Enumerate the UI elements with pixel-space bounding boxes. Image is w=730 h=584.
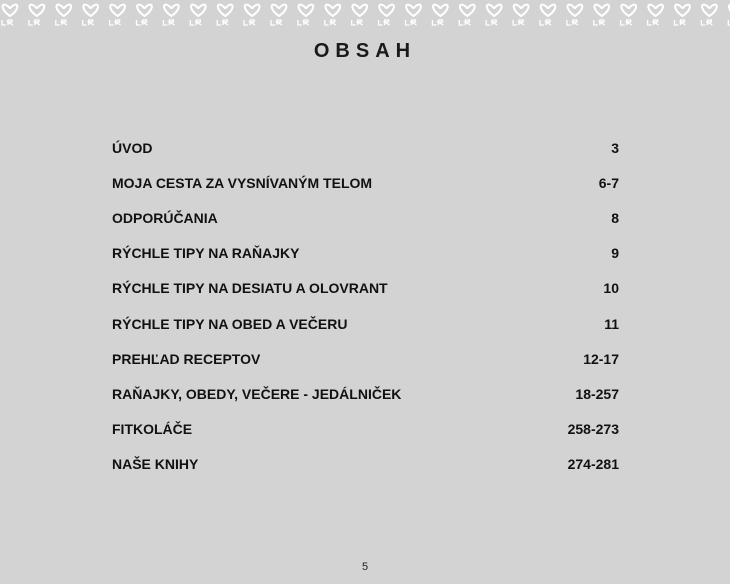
toc-page: 9	[611, 245, 619, 262]
toc-page: 258-273	[567, 421, 619, 438]
logo-pattern-icon	[594, 5, 609, 25]
logo-pattern-icon	[190, 5, 205, 25]
logo-pattern-icon	[56, 5, 71, 25]
toc-page: 10	[603, 280, 619, 297]
logo-pattern-icon	[2, 5, 17, 25]
logo-pattern-icon	[137, 5, 152, 25]
logo-pattern-icon	[621, 5, 636, 25]
toc-page: 6-7	[598, 174, 619, 191]
logo-pattern-icon	[513, 5, 528, 25]
table-of-contents	[112, 130, 619, 482]
toc-row	[112, 130, 619, 165]
logo-pattern-icon	[163, 5, 178, 25]
toc-label: RAŇAJKY, OBEDY, VEČERE - JEDÁLNIČEK	[112, 385, 402, 402]
logo-pattern-icon	[675, 5, 690, 25]
logo-pattern-icon	[648, 5, 663, 25]
page-title: OBSAH	[313, 40, 417, 62]
toc-label: RÝCHLE TIPY NA OBED A VEČERU	[112, 315, 348, 332]
logo-pattern-icon	[352, 5, 367, 25]
logo-pattern-icon	[540, 5, 555, 25]
toc-row	[112, 200, 619, 235]
toc-row	[112, 236, 619, 271]
toc-row	[112, 306, 619, 341]
logo-pattern-icon	[244, 5, 259, 25]
toc-label: FITKOLÁČE	[112, 421, 193, 438]
toc-label: MOJA CESTA ZA VYSNÍVANÝM TELOM	[112, 174, 373, 191]
logo-pattern-icon	[379, 5, 394, 25]
toc-row	[112, 341, 619, 376]
toc-row	[112, 165, 619, 200]
toc-label: ÚVOD	[112, 139, 153, 156]
toc-page: 3	[611, 139, 619, 156]
toc-page: 8	[611, 209, 619, 226]
toc-row	[112, 447, 619, 482]
logo-pattern-icon	[110, 5, 125, 25]
logo-pattern-icon	[83, 5, 98, 25]
toc-row	[112, 376, 619, 411]
logo-pattern-icon	[406, 5, 421, 25]
toc-page: 11	[604, 315, 619, 332]
toc-label: NAŠE KNIHY	[112, 456, 199, 473]
toc-row	[112, 412, 619, 447]
logo-pattern-icon	[701, 5, 716, 25]
logo-pattern-icon	[567, 5, 582, 25]
logo-pattern-icon	[29, 5, 44, 25]
toc-page: 18-257	[575, 385, 619, 402]
toc-row	[112, 271, 619, 306]
toc-label: RÝCHLE TIPY NA DESIATU A OLOVRANT	[112, 280, 388, 297]
decorative-logo-pattern	[0, 0, 730, 32]
logo-pattern-icon	[271, 5, 286, 25]
logo-pattern-icon	[0, 0, 730, 32]
page-number: 5	[361, 561, 369, 573]
logo-pattern-icon	[459, 5, 474, 25]
toc-label: RÝCHLE TIPY NA RAŇAJKY	[112, 245, 300, 262]
toc-label: PREHĽAD RECEPTOV	[112, 350, 261, 367]
logo-pattern-icon	[217, 5, 232, 25]
logo-pattern-icon	[432, 5, 447, 25]
toc-page: 274-281	[567, 456, 619, 473]
logo-pattern-icon	[325, 5, 340, 25]
toc-label: ODPORÚČANIA	[112, 209, 218, 226]
logo-pattern-icon	[486, 5, 501, 25]
toc-page: 12-17	[583, 350, 619, 367]
logo-pattern-icon	[298, 5, 313, 25]
